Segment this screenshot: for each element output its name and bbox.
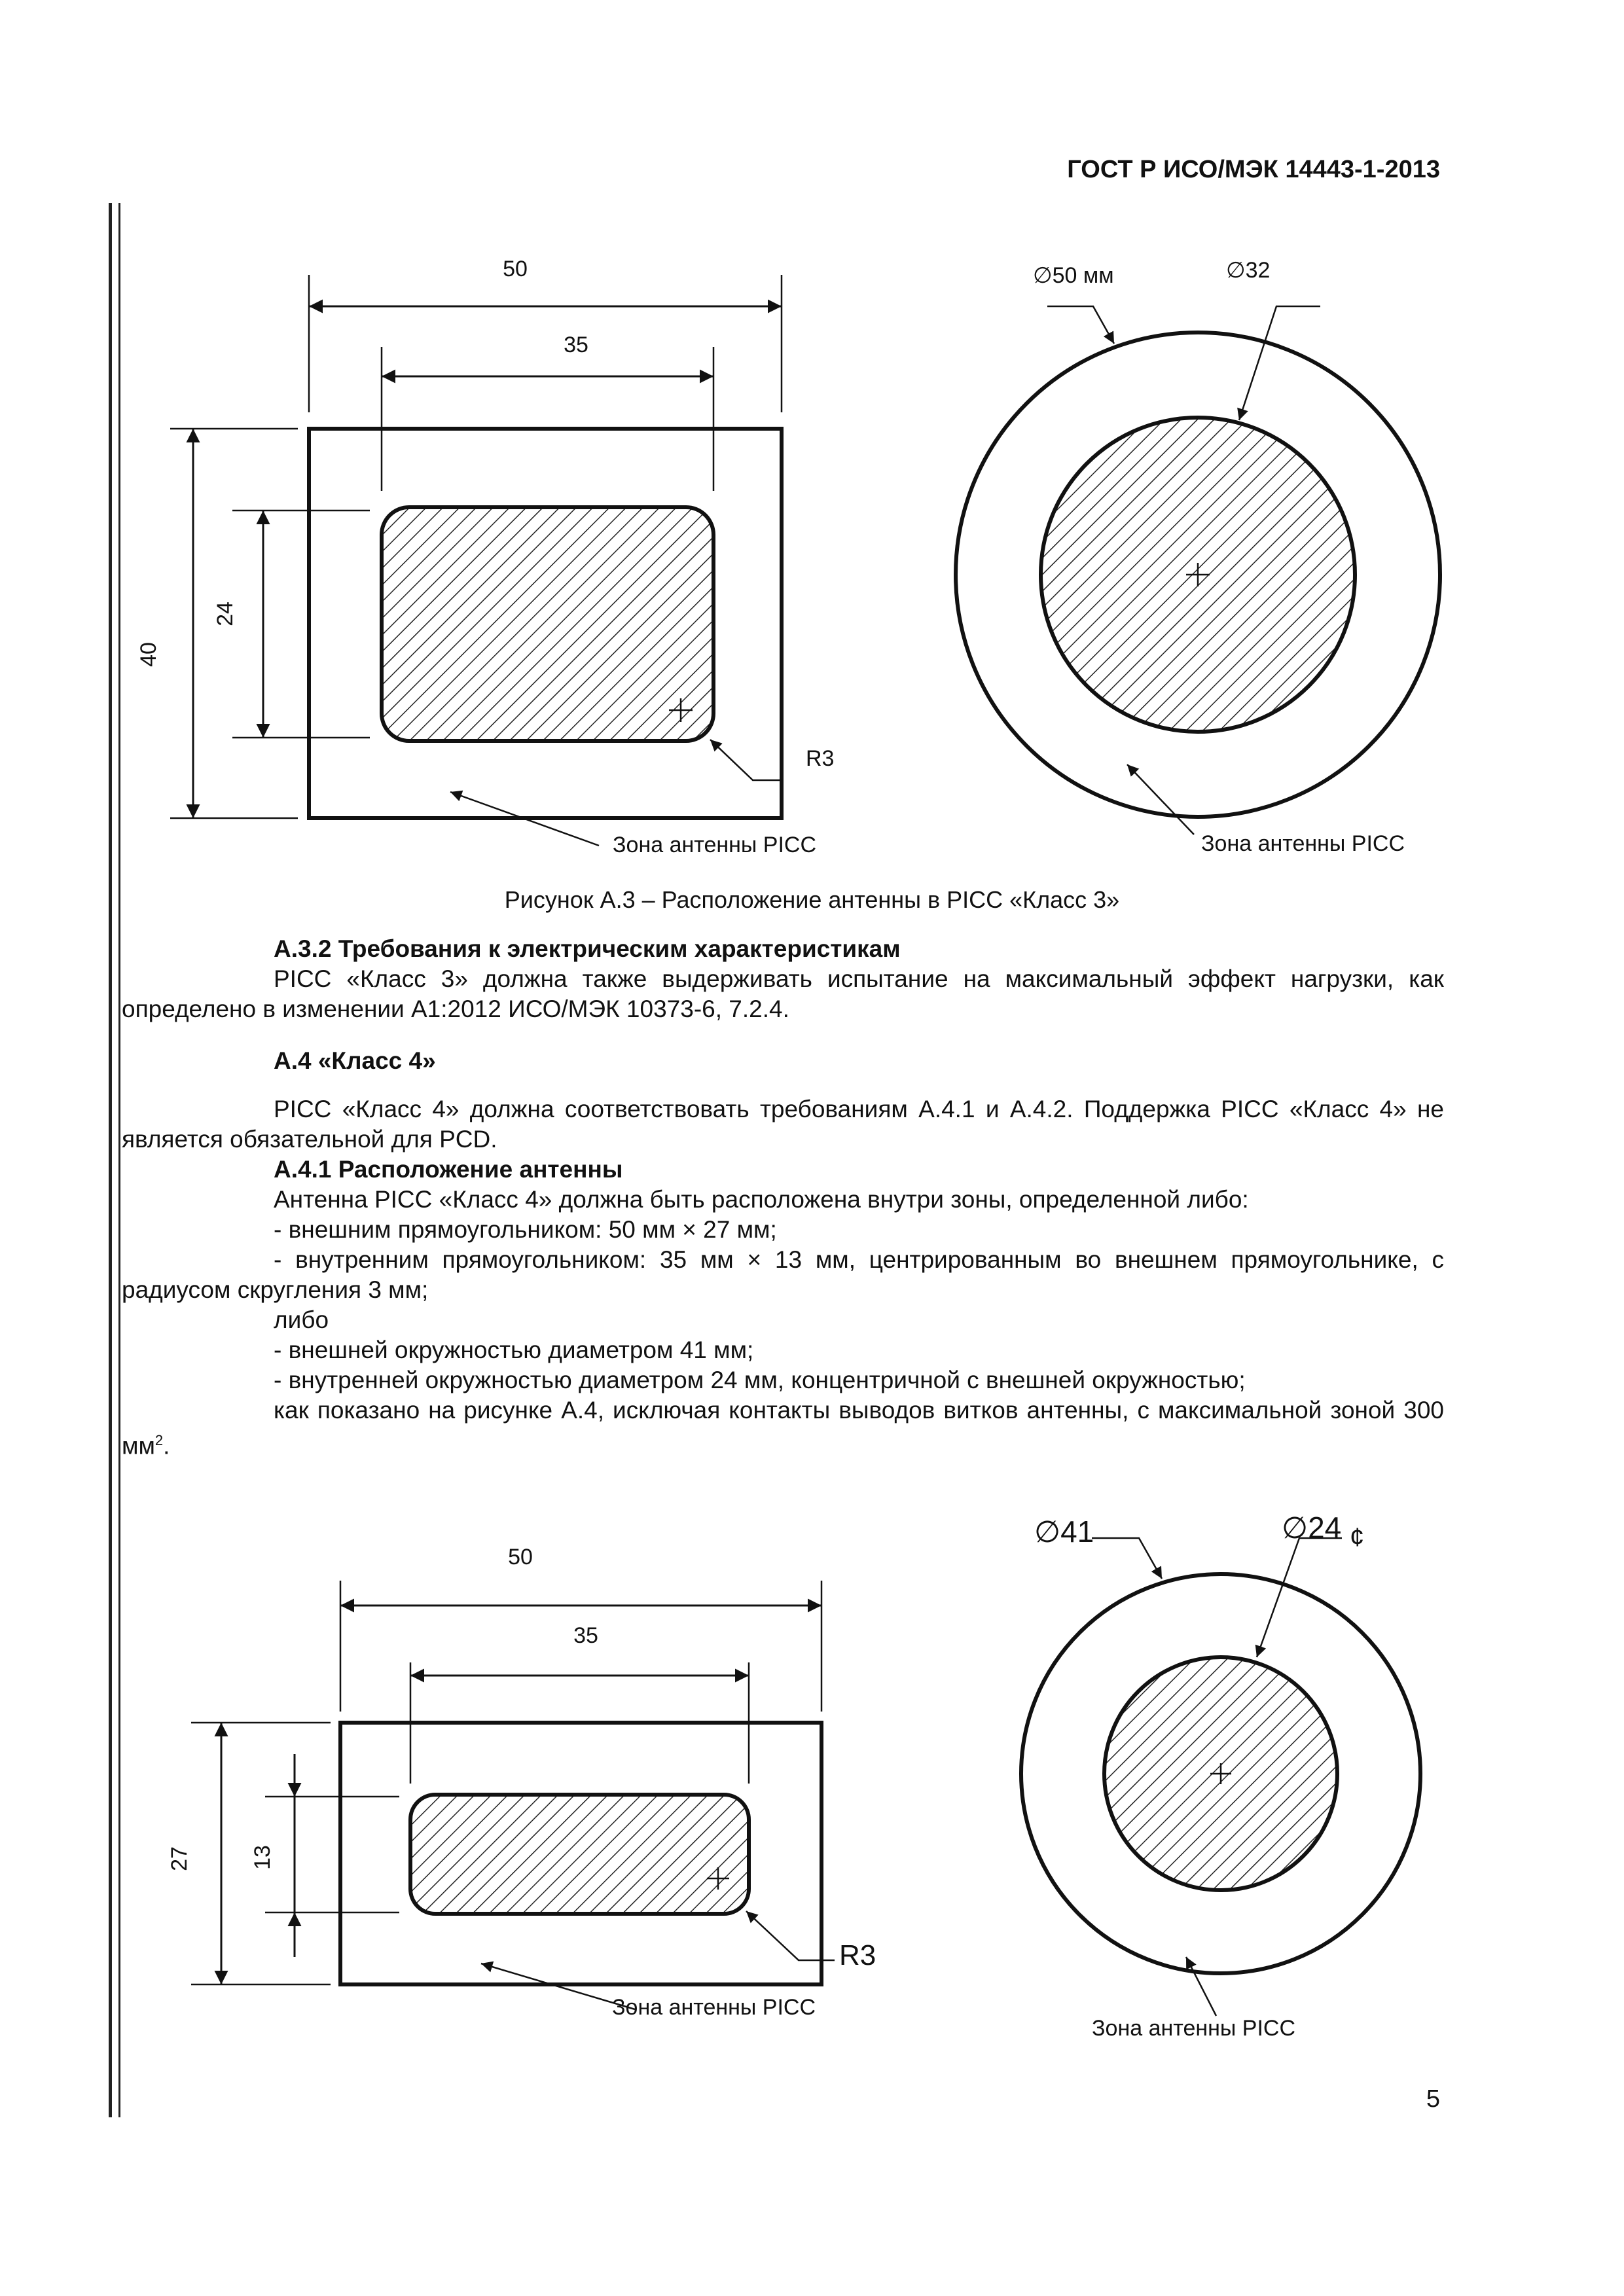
section-a32-heading: А.3.2 Требования к электрическим характеристикам [274, 935, 901, 962]
circle-diagram-a3 [956, 306, 1440, 834]
section-a41-heading: А.4.1 Расположение антенны [274, 1156, 623, 1183]
stray-mark: ¢ [1350, 1523, 1365, 1552]
outer-diameter-leader [1092, 1538, 1162, 1579]
section-a41-or: либо [274, 1306, 329, 1333]
circle-diagram-a4 [1021, 1538, 1420, 2016]
dim-label-outer-width: 50 [503, 257, 528, 281]
dim-label-inner-width: 35 [573, 1623, 598, 1648]
section-a4 [122, 1046, 1444, 1076]
dim-label-outer-height: 27 [167, 1846, 192, 1871]
inner-diameter-label: ∅32 [1226, 258, 1271, 283]
radius-leader [710, 740, 782, 780]
section-a41-item3: - внешней окружностью диаметром 41 мм; [274, 1336, 754, 1363]
circle-zone-leader [1127, 764, 1194, 834]
section-a41-closing-end: . [163, 1432, 170, 1460]
rect-zone-label: Зона антенны PICC [613, 833, 817, 857]
rect-diagram-a3 [170, 275, 782, 846]
section-a41-closing-sup: 2 [154, 1432, 164, 1448]
dim-label-inner-height: 24 [213, 601, 238, 626]
section-a4-body: PICC «Класс 4» должна соответствовать требованиям А.4.1 и А.4.2. Поддержка PICC «Класс 4» не является обязательной для PCD. [122, 1096, 1444, 1153]
section-a32 [122, 934, 1444, 1024]
outer-diameter-label: ∅41 [1034, 1515, 1094, 1549]
inner-diameter-leader [1257, 1538, 1342, 1657]
section-a4-heading: А.4 «Класс 4» [274, 1047, 436, 1074]
figure-a4 [0, 1486, 1624, 2101]
circle-zone-leader [1186, 1957, 1216, 2016]
section-a41-item2: - внутренним прямоугольником: 35 мм × 13 мм, центрированным во внешнем прямоугольнике, с радиусом скругления 3 мм; [122, 1246, 1444, 1303]
figure-a3-caption: Рисунок А.3 – Расположение антенны в PICC «Класс 3» [504, 886, 1120, 913]
rect-diagram-a4 [191, 1581, 835, 2009]
inner-rectangle [410, 1795, 749, 1914]
dim-label-outer-height: 40 [136, 642, 161, 667]
inner-diameter-label: ∅24 [1282, 1511, 1342, 1545]
circle-zone-label: Зона антенны PICC [1201, 831, 1405, 856]
outer-diameter-leader [1047, 306, 1114, 344]
figure-a3 [0, 0, 1624, 877]
inner-diameter-leader [1239, 306, 1320, 420]
section-a41-closing [122, 1395, 1444, 1461]
section-a41 [122, 1155, 1444, 1461]
document-header: ГОСТ Р ИСО/МЭК 14443-1-2013 [1067, 156, 1440, 183]
section-a32-body: PICC «Класс 3» должна также выдерживать испытание на максимальный эффект нагрузки, как определено в изменении А1:2012 ИСО/МЭК 10373-6, 7.2.4. [122, 965, 1444, 1022]
outer-diameter-label: ∅50 мм [1033, 263, 1114, 288]
section-a41-intro: Антенна PICC «Класс 4» должна быть расположена внутри зоны, определенной либо: [274, 1186, 1249, 1213]
dim-label-inner-height: 13 [250, 1845, 275, 1870]
rect-zone-label: Зона антенны PICC [612, 1995, 816, 2020]
radius-label: R3 [806, 746, 835, 771]
section-a4-body-block [122, 1094, 1444, 1155]
radius-label: R3 [839, 1939, 876, 1971]
section-a41-item4: - внутренней окружностью диаметром 24 мм, концентричной с внешней окружностью; [274, 1367, 1246, 1393]
section-a41-item1: - внешним прямоугольником: 50 мм × 27 мм; [274, 1216, 777, 1243]
dim-label-inner-width: 35 [564, 332, 588, 357]
dim-label-outer-width: 50 [508, 1545, 533, 1570]
inner-rectangle [382, 507, 713, 741]
section-a41-closing-text: как показано на рисунке А.4, исключая контакты выводов витков антенны, с максимальной зоной 300 мм [122, 1397, 1444, 1460]
circle-zone-label: Зона антенны PICC [1092, 2016, 1296, 2041]
page-number: 5 [1426, 2085, 1440, 2113]
